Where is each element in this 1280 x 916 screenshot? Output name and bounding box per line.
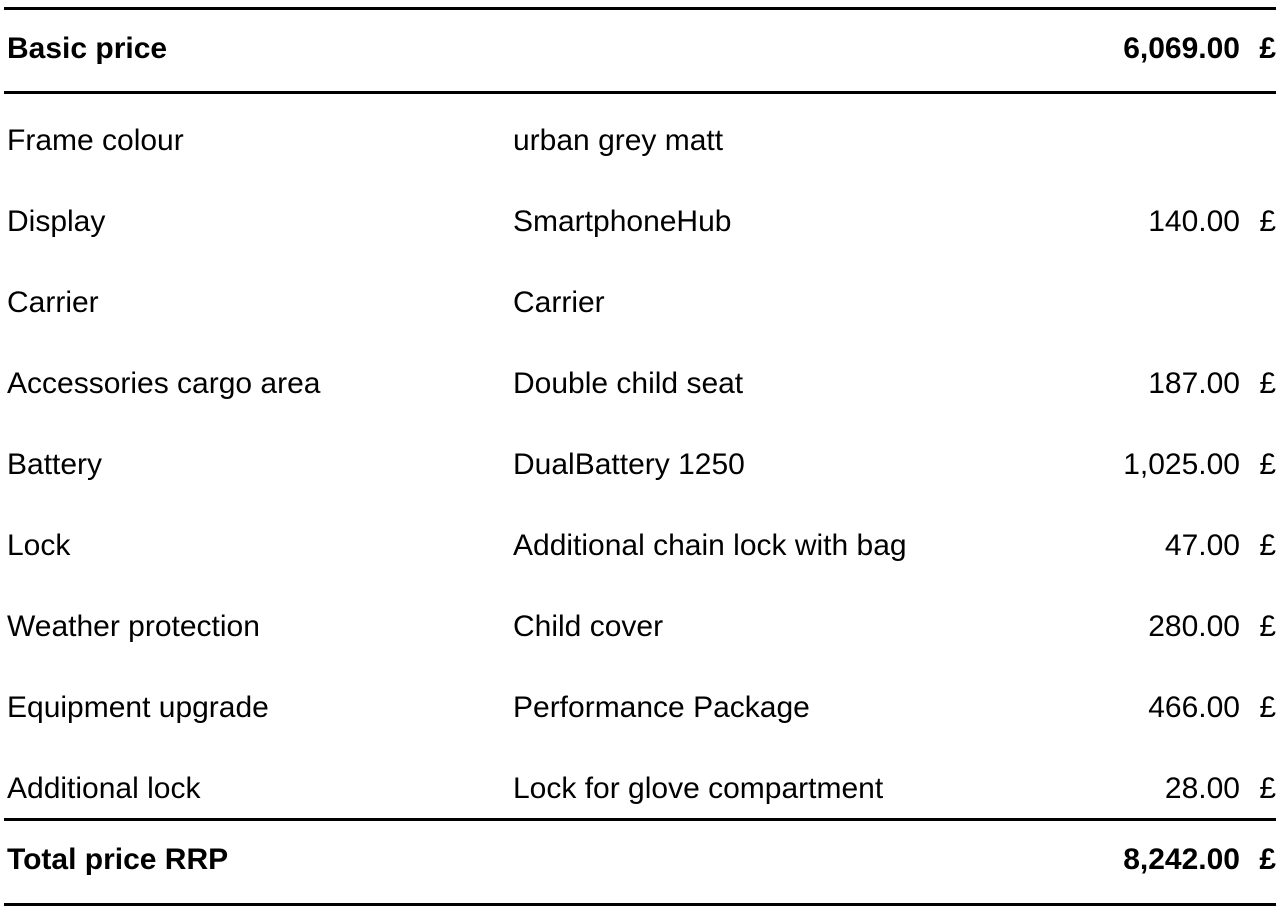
row-category: Display (7, 205, 106, 238)
row-price (1148, 607, 1276, 647)
row-amount: 47.00 (1164, 529, 1240, 562)
row-category: Battery (7, 448, 103, 481)
row-currency: £ (1259, 367, 1276, 400)
row-amount: 28.00 (1164, 772, 1240, 805)
total-divider-rule (4, 818, 1276, 821)
row-selection: urban grey matt (513, 124, 724, 157)
row-amount: 1,025.00 (1123, 448, 1240, 481)
total-price-currency: £ (1259, 843, 1276, 876)
row-price (1148, 364, 1276, 404)
row-selection: Carrier (513, 286, 605, 319)
top-rule (4, 7, 1276, 10)
row-selection: Lock for glove compartment (513, 772, 884, 805)
total-price-amount-cell (1123, 840, 1276, 880)
row-category: Frame colour (7, 124, 184, 157)
row-selection: Additional chain lock with bag (513, 529, 907, 562)
row-category: Accessories cargo area (7, 367, 321, 400)
table-row (4, 769, 1276, 809)
row-currency: £ (1259, 448, 1276, 481)
row-price (1165, 526, 1276, 566)
row-amount: 140.00 (1148, 205, 1240, 238)
basic-price-currency: £ (1259, 32, 1276, 65)
row-selection: Performance Package (513, 691, 810, 724)
row-category: Equipment upgrade (7, 691, 269, 724)
price-summary-table (4, 0, 1278, 916)
row-category: Carrier (7, 286, 99, 319)
row-amount: 280.00 (1148, 610, 1240, 643)
total-price-amount: 8,242.00 (1123, 843, 1240, 876)
table-row (4, 607, 1276, 647)
row-amount: 466.00 (1148, 691, 1240, 724)
row-price (1148, 688, 1276, 728)
row-category: Weather protection (7, 610, 260, 643)
row-currency: £ (1259, 205, 1276, 238)
table-row (4, 283, 1276, 323)
bottom-rule (4, 903, 1276, 906)
basic-price-label: Basic price (7, 32, 168, 65)
row-selection: Double child seat (513, 367, 744, 400)
row-currency: £ (1259, 691, 1276, 724)
row-price (1148, 202, 1276, 242)
row-price (1165, 769, 1276, 809)
row-currency: £ (1259, 529, 1276, 562)
basic-price-amount-cell (1123, 29, 1276, 69)
table-row (4, 445, 1276, 485)
row-currency: £ (1259, 772, 1276, 805)
table-row (4, 688, 1276, 728)
row-price (1240, 121, 1276, 161)
row-selection: Child cover (513, 610, 664, 643)
table-row (4, 202, 1276, 242)
table-row (4, 364, 1276, 404)
total-price-label: Total price RRP (7, 843, 229, 876)
row-amount: 187.00 (1148, 367, 1240, 400)
row-price (1123, 445, 1276, 485)
basic-price-row (4, 29, 1276, 69)
row-category: Lock (7, 529, 71, 562)
total-price-row (4, 840, 1276, 880)
row-price (1240, 283, 1276, 323)
row-selection: DualBattery 1250 (513, 448, 745, 481)
row-category: Additional lock (7, 772, 201, 805)
header-divider-rule (4, 91, 1276, 94)
row-selection: SmartphoneHub (513, 205, 732, 238)
table-row (4, 121, 1276, 161)
table-row (4, 526, 1276, 566)
basic-price-amount: 6,069.00 (1123, 32, 1240, 65)
row-currency: £ (1259, 610, 1276, 643)
